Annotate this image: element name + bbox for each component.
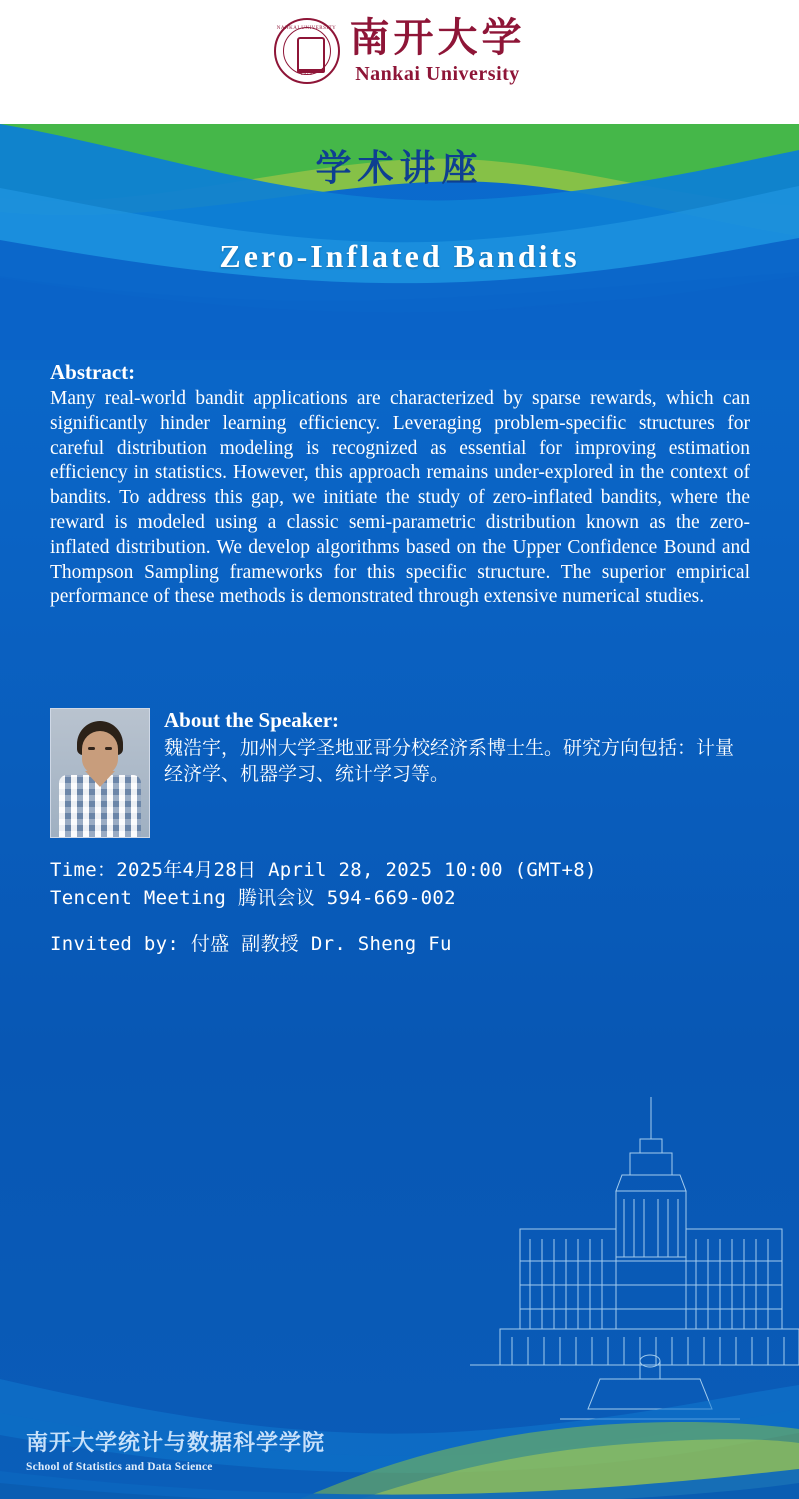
meeting-id: Tencent Meeting 腾讯会议 594-669-002 bbox=[50, 887, 456, 909]
seal-bottom-text: 1919 bbox=[300, 72, 313, 77]
nankai-seal-icon bbox=[274, 18, 340, 84]
speaker-portrait bbox=[50, 708, 150, 838]
footer-school bbox=[26, 1426, 325, 1473]
speaker-section bbox=[50, 708, 750, 838]
university-name bbox=[349, 14, 526, 85]
university-logo bbox=[0, 14, 799, 85]
abstract-heading: Abstract: bbox=[50, 360, 136, 384]
seal-top-text: NANKAI UNIVERSITY bbox=[276, 26, 337, 31]
event-info bbox=[50, 856, 760, 958]
abstract-body: Many real-world bandit applications are characterized by sparse rewards, which can significantly hinder learning efficiency. Leveraging problem-specific structures for careful distribution modeling is recognized as essential for improving estimation efficiency in statistics. However, this approach remains under-explored in the context of bandits. To address this gap, we initiate the study of zero-inflated bandits, where the reward is modeled using a classic semi-parametric distribution known as the zero-inflated distribution. We develop algorithms based on the Upper Confidence Bound and Thompson Sampling frameworks for this specific structure. The superior empirical performance of these methods is demonstrated through extensive numerical studies. bbox=[50, 388, 750, 608]
school-name-cn: 南开大学统计与数据科学学院 bbox=[26, 1430, 326, 1456]
university-name-en: Nankai University bbox=[355, 63, 520, 85]
page-title-cn: 学术讲座 bbox=[315, 147, 484, 189]
university-name-cn: 南开大学 bbox=[349, 14, 526, 61]
page-title-en: Zero-Inflated Bandits bbox=[219, 238, 580, 274]
invited-by: Invited by: 付盛 副教授 Dr. Sheng Fu bbox=[50, 933, 452, 955]
speaker-heading: About the Speaker: bbox=[164, 708, 340, 732]
event-time: Time：2025年4月28日 April 28, 2025 10:00 (GMT+8) bbox=[50, 859, 597, 881]
school-name-en: School of Statistics and Data Science bbox=[26, 1461, 213, 1473]
abstract-section bbox=[50, 360, 750, 610]
speaker-bio: 魏浩宇，加州大学圣地亚哥分校经济系博士生。研究方向包括：计量经济学、机器学习、统计学习等。 bbox=[164, 737, 735, 785]
header-band bbox=[0, 0, 799, 124]
